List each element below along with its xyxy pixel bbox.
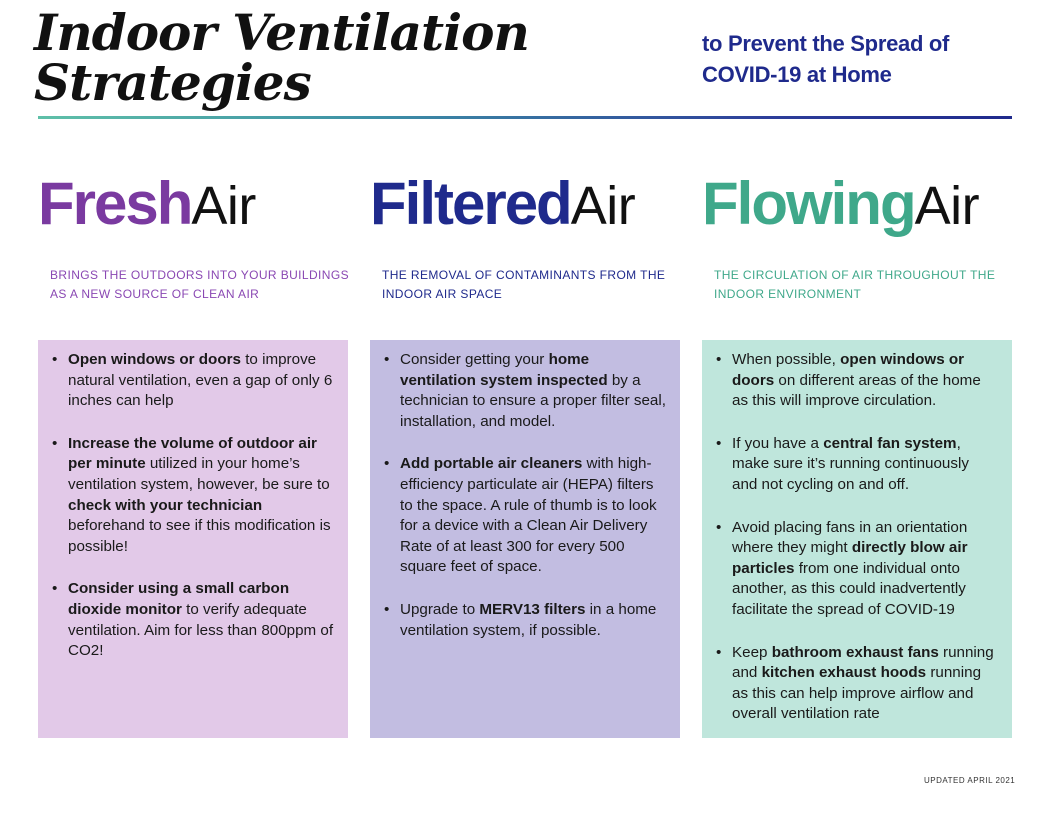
tip-emphasis: bathroom exhaust fans [771, 643, 939, 661]
title-line-2: Strategies [34, 53, 311, 112]
page-subtitle [702, 28, 949, 90]
tip-emphasis: open windows or doors [732, 351, 965, 389]
tip-item [716, 643, 998, 725]
tip-emphasis: central fan system [823, 434, 957, 452]
tip-emphasis: kitchen exhaust hoods [761, 664, 927, 682]
title-line-1: Indoor Ventilation [34, 3, 529, 62]
description-line-2: INDOOR AIR SPACE [382, 287, 503, 301]
tip-text: from one individual onto another, as this could inadvertently facilitate the spread of COVID-19 [732, 559, 966, 618]
heading-thin-word: Air [570, 176, 636, 236]
tip-item [52, 434, 334, 558]
tip-text: to improve natural ventilation, even a gap of only 6 inches can help [68, 351, 333, 410]
tip-emphasis: Add portable air cleaners [400, 455, 583, 473]
updated-date: UPDATED APRIL 2021 [924, 776, 1016, 785]
tip-text: beforehand to see if this modification is possible! [68, 517, 331, 555]
tip-text: running and [732, 643, 994, 682]
tip-item [716, 518, 998, 621]
heading-bold-word: Fresh [38, 170, 192, 237]
tip-emphasis: Increase the volume of outdoor air per minute [68, 434, 317, 473]
description-line-1: THE REMOVAL OF CONTAMINANTS FROM THE [382, 268, 666, 282]
subtitle-line-1: to Prevent the Spread of [702, 31, 950, 56]
tip-emphasis: MERV13 filters [479, 600, 586, 618]
tip-emphasis: check with your technician [68, 496, 263, 514]
column-fresh-air [38, 168, 348, 738]
tip-emphasis: Open windows or doors [68, 351, 241, 368]
column-filtered-air [370, 168, 680, 738]
column-flowing-air [702, 168, 1012, 738]
heading-bold-word: Filtered [370, 170, 571, 237]
header [34, 3, 1012, 120]
tip-text: Consider getting your [400, 351, 549, 368]
tip-text: with high-efficiency particulate air (HEPA) filters to the space. A rule of thumb is to look for a device with a Clean Air Delivery Rate of at least 300 for every 500 square feet of space. [400, 455, 657, 576]
tips-list [716, 350, 998, 725]
tip-text: utilized in your home’s ventilation system, however, be sure to [68, 455, 330, 493]
column-description [382, 266, 682, 304]
tips-box [370, 340, 680, 738]
tip-text: Avoid placing fans in an orientation where they might [732, 518, 968, 557]
tip-emphasis: home ventilation system inspected [400, 351, 608, 389]
page-title [34, 3, 529, 112]
tip-text: If you have a [732, 434, 824, 452]
description-line-1: THE CIRCULATION OF AIR THROUGHOUT THE [714, 268, 996, 282]
tip-item [52, 579, 334, 661]
tip-text: in a home ventilation system, if possible. [400, 600, 657, 639]
header-divider [38, 116, 1012, 119]
heading-thin-word: Air [191, 176, 256, 236]
tip-text: on different areas of the home as this will improve circulation. [732, 371, 981, 410]
tips-box [38, 340, 348, 738]
column-heading [370, 168, 635, 240]
tip-item [716, 434, 998, 496]
tips-box [702, 340, 1012, 738]
description-line-2: AS A NEW SOURCE OF CLEAN AIR [50, 287, 260, 301]
tip-text: Keep [732, 643, 772, 661]
tip-text: , make sure it’s running continuously and not cycling on and off. [732, 434, 969, 493]
subtitle-line-2: COVID-19 at Home [702, 62, 892, 87]
column-description [50, 266, 350, 304]
heading-thin-word: Air [914, 176, 980, 236]
column-heading [38, 168, 256, 240]
tip-item [384, 350, 666, 432]
tip-item [384, 600, 666, 641]
tip-text: Upgrade to [400, 600, 480, 618]
tip-item [384, 454, 666, 578]
tip-text: When possible, [732, 351, 841, 368]
tip-text: by a technician to ensure a proper filter seal, installation, and model. [400, 371, 666, 430]
description-line-2: INDOOR ENVIRONMENT [714, 287, 862, 301]
column-heading [702, 168, 979, 240]
tip-text: running as this can help improve airflow and overall ventilation rate [732, 664, 982, 723]
tip-item [52, 350, 334, 412]
tip-emphasis: Consider using a small carbon dioxide monitor [68, 580, 290, 618]
tip-item [716, 350, 998, 412]
tip-text: to verify adequate ventilation. Aim for less than 800ppm of CO2! [68, 600, 334, 660]
heading-bold-word: Flowing [702, 170, 915, 237]
tips-list [52, 350, 334, 662]
column-description [714, 266, 1014, 304]
tip-emphasis: directly blow air particles [732, 539, 968, 577]
tips-list [384, 350, 666, 641]
description-line-1: BRINGS THE OUTDOORS INTO YOUR BUILDINGS [50, 268, 349, 282]
